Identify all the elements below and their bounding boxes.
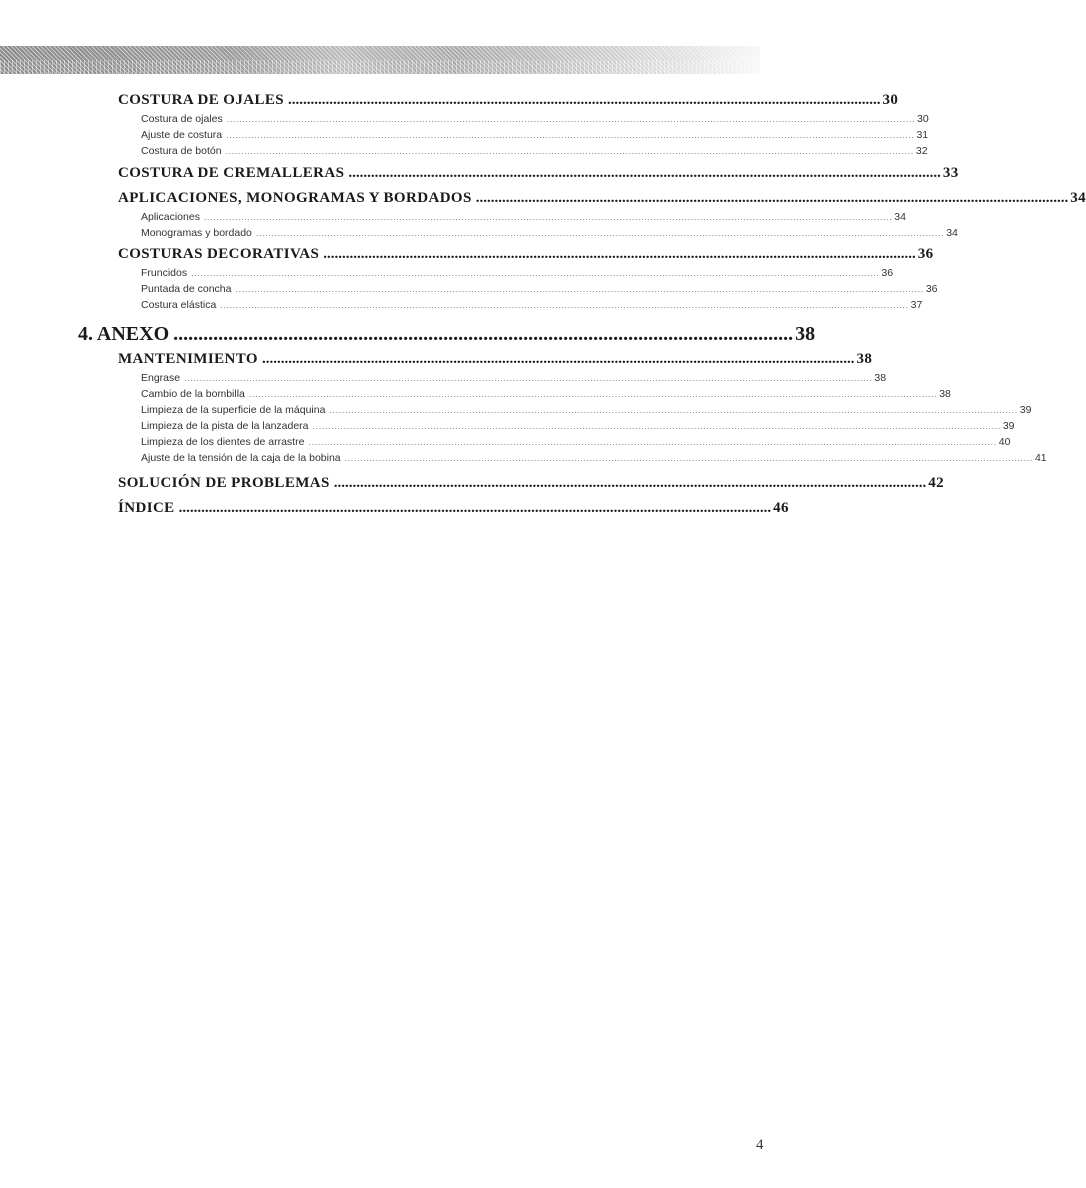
dot-leader: .............................................................................................................................................................................................................................. [220,300,909,310]
toc-entry-page: 37 [910,299,923,311]
toc-entry-page: 36 [925,283,938,295]
toc-entry-page: 42 [928,475,945,491]
toc-item-puntada-de-concha[interactable] [141,283,938,295]
toc-entry-title: Aplicaciones [141,211,200,223]
toc-entry-page: 39 [1002,420,1015,432]
dot-leader: .............................................................................................................................................................. [323,246,916,262]
toc-item-costura-de-boton[interactable] [141,145,928,157]
toc-entry-title: Ajuste de costura [141,129,223,141]
toc-entry-page: 30 [917,113,929,125]
toc-section-aplicaciones[interactable] [118,190,1086,207]
toc-item-ajuste-tension[interactable] [141,452,1047,464]
dot-leader: ............................................................................................................................ [173,323,794,345]
toc-entry-title: Engrase [141,372,181,384]
toc-entry-page: 46 [773,500,789,516]
toc-entry-page: 41 [1034,452,1047,464]
toc-entry-page: 36 [917,246,934,262]
header-band-texture [0,60,760,74]
header-band [0,46,760,74]
toc-section-costura-de-ojales[interactable] [118,92,899,109]
dot-leader: .............................................................................................................................................................................................................................. [235,284,924,294]
toc-section-indice[interactable] [118,500,789,517]
dot-leader: .............................................................................................................................................................................................................................. [225,146,914,156]
toc-entry-page: 31 [916,129,929,141]
toc-item-cambio-bombilla[interactable] [141,388,951,400]
toc-entry-page: 38 [856,351,873,367]
toc-entry-page: 32 [915,145,928,157]
toc-item-ajuste-de-costura[interactable] [141,129,929,141]
dot-leader: .............................................................................................................................................................................................................................. [344,453,1033,463]
toc-entry-page: 40 [998,436,1011,448]
toc-item-costura-de-ojales[interactable] [141,113,929,125]
toc-entry-title: APLICACIONES, MONOGRAMAS Y BORDADOS [118,190,472,206]
dot-leader: .............................................................................................................................................................................................................................. [308,437,997,447]
dot-leader: .............................................................................................................................................................................................................................. [329,405,1018,415]
toc-entry-title: Monogramas y bordado [141,227,252,239]
toc-item-costura-elastica[interactable] [141,299,923,311]
toc-item-monogramas[interactable] [141,227,958,239]
toc-entry-title: Ajuste de la tensión de la caja de la bobina [141,452,341,464]
dot-leader: .............................................................................................................................................................................................................................. [248,389,938,399]
toc-entry-title: Puntada de concha [141,283,232,295]
toc-entry-title: MANTENIMIENTO [118,351,258,367]
toc-entry-page: 30 [882,92,899,108]
toc-item-engrase[interactable] [141,372,887,384]
toc-entry-title: COSTURA DE CREMALLERAS [118,165,345,181]
toc-entry-title: ÍNDICE [118,500,175,516]
dot-leader: .............................................................................................................................................................................................................................. [191,268,880,278]
dot-leader: .............................................................................................................................................................. [261,351,855,367]
toc-entry-title: Limpieza de la superficie de la máquina [141,404,326,416]
toc-chapter-anexo[interactable] [78,323,816,346]
dot-leader: .............................................................................................................................................................................................................................. [312,421,1001,431]
toc-item-limpieza-superficie[interactable] [141,404,1032,416]
dot-leader: .............................................................................................................................................................. [348,165,941,181]
toc-entry-page: 38 [939,388,951,400]
toc-entry-page: 34 [1070,190,1086,206]
toc-entry-page: 34 [946,227,958,239]
toc-entry-page: 38 [874,372,887,384]
toc-entry-title: Costura de ojales [141,113,223,125]
toc-entry-title: COSTURAS DECORATIVAS [118,246,320,262]
toc-section-solucion-de-problemas[interactable] [118,475,945,492]
toc-entry-title: SOLUCIÓN DE PROBLEMAS [118,475,330,491]
toc-item-fruncidos[interactable] [141,267,894,279]
dot-leader: .............................................................................................................................................................................................................................. [203,212,893,222]
dot-leader: .............................................................................................................................................................. [333,475,927,491]
page-number: 4 [756,1137,764,1153]
toc-entry-title: Limpieza de los dientes de arrastre [141,436,305,448]
toc-entry-title: Costura elástica [141,299,217,311]
toc-item-aplicaciones[interactable] [141,211,906,223]
dot-leader: .............................................................................................................................................................................................................................. [184,373,873,383]
toc-entry-page: 34 [894,211,906,223]
toc-entry-page: 38 [795,323,816,345]
toc-item-limpieza-pista[interactable] [141,420,1015,432]
dot-leader: .............................................................................................................................................................................................................................. [226,114,916,124]
toc-entry-title: COSTURA DE OJALES [118,92,285,108]
dot-leader: .............................................................................................................................................................................................................................. [255,228,945,238]
dot-leader: .............................................................................................................................................................................................................................. [226,130,915,140]
toc-section-costura-de-cremalleras[interactable] [118,165,959,182]
toc-entry-page: 36 [881,267,894,279]
toc-entry-title: Costura de botón [141,145,222,157]
toc-entry-title: Limpieza de la pista de la lanzadera [141,420,309,432]
dot-leader: .............................................................................................................................................................. [288,92,881,108]
dot-leader: .............................................................................................................................................................. [475,190,1069,206]
toc-entry-page: 39 [1019,404,1032,416]
toc-section-mantenimiento[interactable] [118,351,873,368]
toc-entry-page: 33 [942,165,959,181]
toc-entry-title: Fruncidos [141,267,188,279]
dot-leader: .............................................................................................................................................................. [178,500,772,516]
toc-item-limpieza-dientes[interactable] [141,436,1011,448]
toc-entry-title: Cambio de la bombilla [141,388,245,400]
toc-section-costuras-decorativas[interactable] [118,246,934,263]
toc-entry-title: 4. ANEXO [78,323,170,345]
